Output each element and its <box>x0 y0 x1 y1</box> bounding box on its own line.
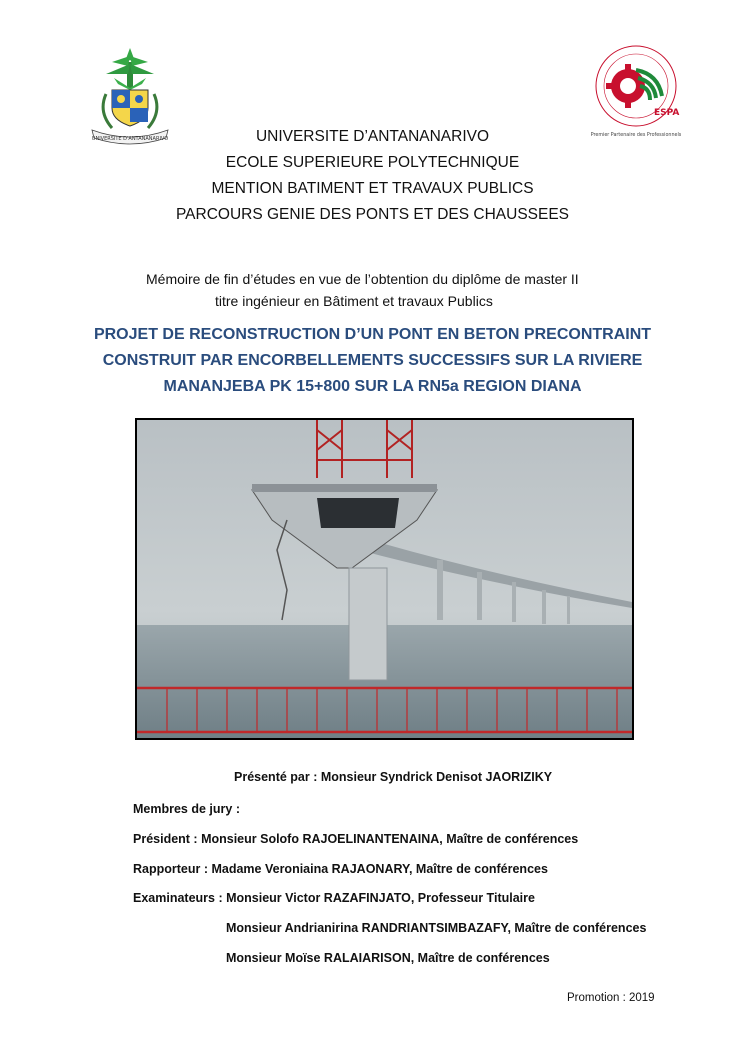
project-title-line-1: PROJET DE RECONSTRUCTION D’UN PONT EN BETON PRECONTRAINT <box>93 326 652 343</box>
crest-banner-text: UNIVERSITE D'ANTANANARIVO <box>91 136 169 142</box>
promotion-year: Promotion : 2019 <box>567 992 655 1004</box>
school-name: ECOLE SUPERIEURE POLYTECHNIQUE <box>225 154 520 171</box>
presenter-line: Présenté par : Monsieur Syndrick Denisot JAORIZIKY <box>234 770 553 784</box>
jury-examinateur-1: Examinateurs : Monsieur Victor RAZAFINJATO, Professeur Titulaire <box>133 891 535 905</box>
institution-block <box>0 124 745 228</box>
espa-tagline: Premier Partenaire des Professionnels <box>590 133 682 138</box>
bridge-construction-photo-icon <box>135 418 634 740</box>
project-title-line-3: MANANJEBA PK 15+800 SUR LA RN5a REGION DIANA <box>163 378 582 395</box>
jury-examinateur-3: Monsieur Moïse RALAIARISON, Maître de conférences <box>226 951 550 965</box>
espa-logo-text: ESPA <box>654 108 680 118</box>
university-name: UNIVERSITE D’ANTANANARIVO <box>255 128 490 145</box>
memoire-line-2: titre ingénieur en Bâtiment et travaux Publics <box>215 293 493 309</box>
project-title-line-2: CONSTRUIT PAR ENCORBELLEMENTS SUCCESSIFS SUR LA RIVIERE <box>102 352 643 369</box>
jury-rapporteur: Rapporteur : Madame Veroniaina RAJAONARY, Maître de conférences <box>133 862 548 876</box>
mention-name: MENTION BATIMENT ET TRAVAUX PUBLICS <box>211 180 534 197</box>
parcours-name: PARCOURS GENIE DES PONTS ET DES CHAUSSEES <box>175 206 570 223</box>
jury-examinateur-2: Monsieur Andrianirina RANDRIANTSIMBAZAFY, Maître de conférences <box>226 921 647 935</box>
jury-heading: Membres de jury : <box>133 802 240 816</box>
project-title <box>60 322 685 400</box>
memoire-line-1: Mémoire de fin d’études en vue de l’obtention du diplôme de master II <box>146 271 579 287</box>
jury-president: Président : Monsieur Solofo RAJOELINANTENAINA, Maître de conférences <box>133 832 579 846</box>
